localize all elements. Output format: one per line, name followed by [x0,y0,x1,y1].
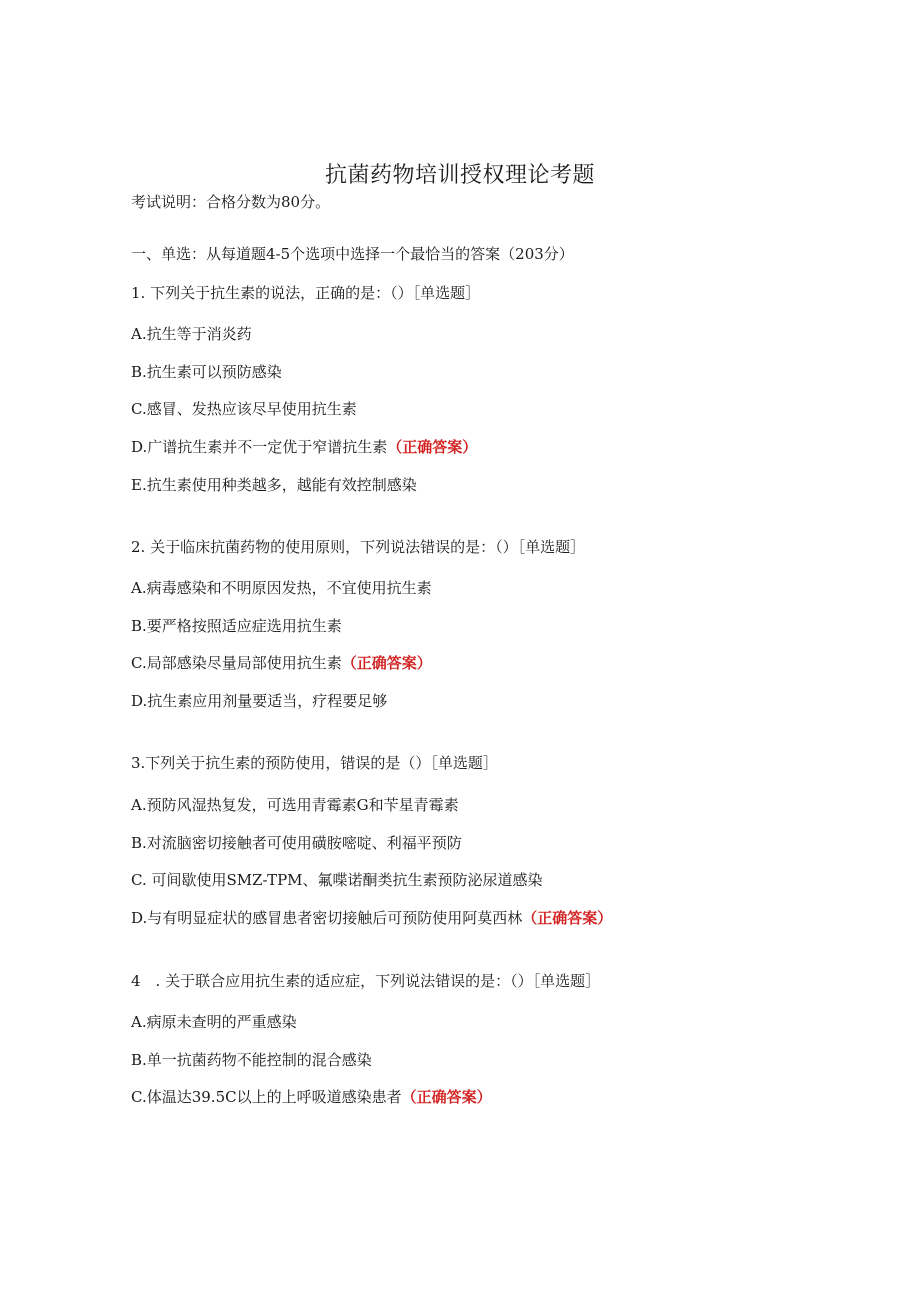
question-4-option-c [131,1086,492,1108]
correct-answer-marker: （正确答案） [341,654,432,672]
question-2-stem: 2. 关于临床抗菌药物的使用原则，下列说法错误的是：（）［单选题］ [131,538,586,556]
correct-answer-marker: （正确答案） [387,438,478,456]
question-2-option-d: D.抗生素应用剂量要适当，疗程要足够 [131,692,388,710]
option-text: C.体温达39.5C以上的上呼吸道感染患者 [131,1088,402,1106]
question-3-option-d [131,907,612,929]
page-title: 抗菌药物培训授权理论考题 [324,163,595,188]
correct-answer-marker: （正确答案） [401,1088,492,1106]
question-1-option-e: E.抗生素使用种类越多，越能有效控制感染 [131,476,417,494]
question-1-option-c: C.感冒、发热应该尽早使用抗生素 [131,400,357,418]
question-4-option-a: A.病原未查明的严重感染 [131,1013,297,1031]
question-1-option-a: A.抗生等于消炎药 [131,325,252,343]
option-text: D.与有明显症状的感冒患者密切接触后可预防使用阿莫西林 [131,909,523,927]
question-3-option-b: B.对流脑密切接触者可使用磺胺嘧啶、利福平预防 [131,834,462,852]
question-2-option-b: B.要严格按照适应症选用抗生素 [131,617,342,635]
option-text: D.广谱抗生素并不一定优于窄谱抗生素 [131,438,388,456]
question-1-stem: 1. 下列关于抗生素的说法，正确的是：（）［单选题］ [131,284,481,302]
question-1-option-d [131,436,477,458]
question-1-option-b: B.抗生素可以预防感染 [131,363,282,381]
question-4-option-b: B.单一抗菌药物不能控制的混合感染 [131,1051,372,1069]
section-heading: 一、单选：从每道题4-5个选项中选择一个最恰当的答案（203分） [131,245,574,263]
question-3-option-c: C. 可间歇使用SMZ-TPM、氟喋诺酮类抗生素预防泌尿道感染 [131,871,543,889]
question-3-stem: 3.下列关于抗生素的预防使用，错误的是（）［单选题］ [131,754,498,772]
question-2-option-c [131,652,432,674]
question-3-option-a: A.预防风湿热复发，可选用青霉素G和苄星青霉素 [131,796,459,814]
question-4-stem: 4 . 关于联合应用抗生素的适应症，下列说法错误的是：（）［单选题］ [131,972,601,990]
option-text: C.局部感染尽量局部使用抗生素 [131,654,342,672]
exam-note: 考试说明：合格分数为80分。 [131,193,331,211]
question-2-option-a: A.病毒感染和不明原因发热，不宜使用抗生素 [131,579,432,597]
correct-answer-marker: （正确答案） [522,909,613,927]
